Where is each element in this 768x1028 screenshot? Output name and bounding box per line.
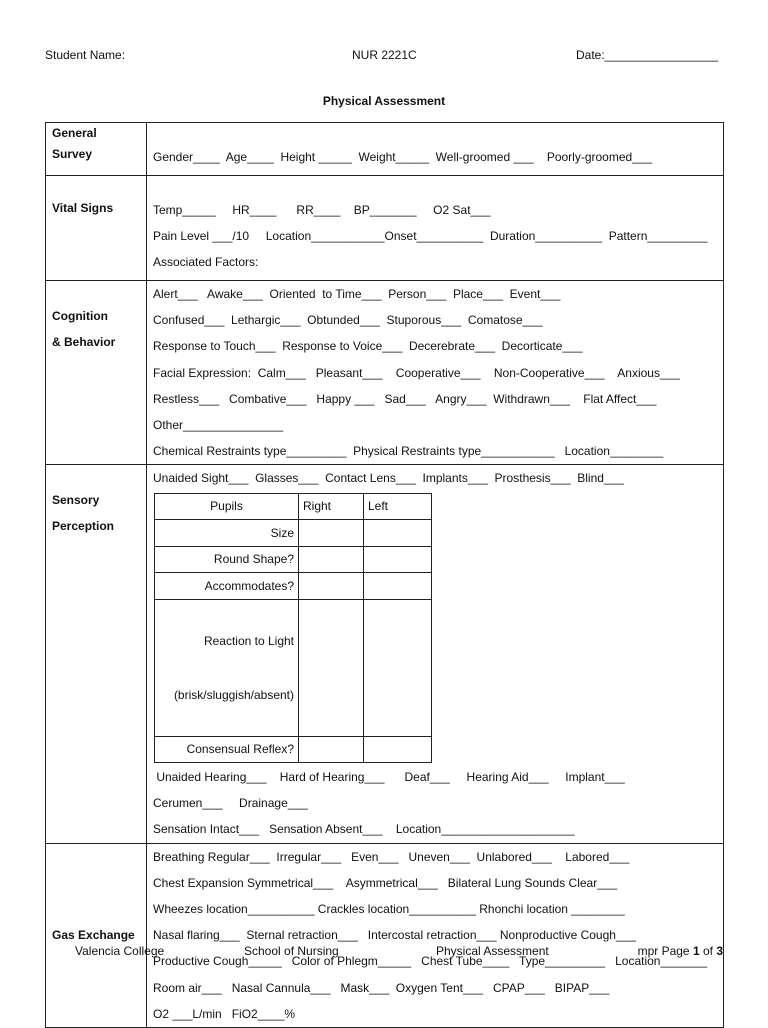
assessment-table	[45, 122, 724, 1028]
pupils-row	[155, 599, 432, 736]
label-line: Vital Signs	[52, 200, 114, 215]
label-line: Perception	[52, 519, 115, 534]
form-line[interactable]: Cerumen___ Drainage___	[153, 796, 308, 811]
section-content	[147, 843, 724, 1027]
page-header	[45, 48, 723, 64]
reaction-options: (brisk/sluggish/absent)	[173, 687, 294, 702]
label-line: General	[52, 126, 97, 140]
section-content	[147, 123, 724, 176]
right-header: Right	[299, 493, 364, 520]
pupils-row	[155, 736, 432, 763]
section-label	[46, 176, 147, 281]
form-line[interactable]: Chemical Restraints type_________ Physical Restraints type___________ Location________	[153, 444, 664, 459]
right-cell[interactable]	[299, 599, 364, 736]
page-total: 3	[716, 944, 723, 958]
footer-doc-title: Physical Assessment	[436, 944, 549, 958]
form-line[interactable]: Room air___ Nasal Cannula___ Mask___ Oxygen Tent___ CPAP___ BIPAP___	[153, 980, 610, 995]
form-line[interactable]: Chest Expansion Symmetrical___ Asymmetrical___ Bilateral Lung Sounds Clear___	[153, 875, 618, 890]
section-label	[46, 123, 147, 176]
date-label: Date:_________________	[576, 48, 719, 62]
pupils-row	[155, 520, 432, 547]
form-line[interactable]: Unaided Sight___ Glasses___ Contact Lens___ Implants___ Prosthesis___ Blind___	[153, 471, 624, 486]
reaction-label: Reaction to Light	[203, 633, 294, 648]
pupils-row-label	[155, 599, 299, 736]
section-content	[147, 281, 724, 465]
section-label	[46, 843, 147, 1027]
pupils-header-row	[155, 493, 432, 520]
section-label	[46, 281, 147, 465]
right-cell[interactable]	[299, 546, 364, 573]
right-cell[interactable]	[299, 736, 364, 763]
left-cell[interactable]	[364, 520, 432, 547]
section-gas-exchange	[46, 843, 724, 1027]
form-line[interactable]: Productive Cough_____ Color of Phlegm_____ Chest Tube____ Type_________ Location_______	[153, 954, 708, 969]
pupils-row-label: Consensual Reflex?	[155, 736, 299, 763]
left-cell[interactable]	[364, 573, 432, 600]
form-line[interactable]: Confused___ Lethargic___ Obtunded___ Stuporous___ Comatose___	[153, 313, 543, 328]
form-line[interactable]: Alert___ Awake___ Oriented to Time___ Person___ Place___ Event___	[153, 287, 561, 301]
pupils-header: Pupils	[155, 493, 299, 520]
pupils-table	[154, 493, 432, 764]
footer-school: School of Nursing	[244, 944, 339, 958]
form-line[interactable]: Other_______________	[153, 417, 284, 432]
form-line[interactable]: O2 ___L/min FiO2____%	[153, 1006, 296, 1021]
section-general-survey	[46, 123, 724, 176]
section-vital-signs	[46, 176, 724, 281]
form-line[interactable]: Wheezes location__________ Crackles location__________ Rhonchi location ________	[153, 901, 625, 916]
label-line: Cognition	[52, 309, 108, 323]
form-line[interactable]: Sensation Intact___ Sensation Absent___ Location____________________	[153, 822, 575, 837]
pupils-row-label: Size	[155, 520, 299, 547]
section-sensory-perception	[46, 465, 724, 843]
course-code: NUR 2221C	[352, 48, 417, 62]
page-prefix: mpr Page	[637, 944, 693, 958]
form-line[interactable]: Breathing Regular___ Irregular___ Even___ Uneven___ Unlabored___ Labored___	[153, 849, 630, 864]
pupils-row	[155, 573, 432, 600]
form-line[interactable]: Gender____ Age____ Height _____ Weight_____ Well-groomed ___ Poorly-groomed___	[153, 150, 653, 164]
footer-college: Valencia College	[75, 944, 165, 958]
form-line[interactable]: Restless___ Combative___ Happy ___ Sad___ Angry___ Withdrawn___ Flat Affect___	[153, 391, 657, 406]
label-line: & Behavior	[52, 335, 116, 349]
form-line[interactable]: Temp_____ HR____ RR____ BP_______ O2 Sat___	[153, 203, 491, 217]
page-title: Physical Assessment	[322, 94, 446, 108]
section-label	[46, 465, 147, 843]
label-line: Gas Exchange	[52, 927, 135, 942]
form-line[interactable]: Pain Level ___/10 Location___________Onset__________ Duration__________ Pattern_________	[153, 229, 708, 244]
pupils-row-label: Round Shape?	[155, 546, 299, 573]
page-footer	[45, 944, 723, 960]
section-content	[147, 465, 724, 843]
form-line[interactable]: Associated Factors:	[153, 255, 259, 270]
form-line[interactable]: Nasal flaring___ Sternal retraction___ Intercostal retraction___ Nonproductive Cough___	[153, 928, 636, 943]
section-cognition-behavior	[46, 281, 724, 465]
label-line: Sensory	[52, 493, 100, 508]
form-line[interactable]: Response to Touch___ Response to Voice___ Decerebrate___ Decorticate___	[153, 339, 583, 354]
left-cell[interactable]	[364, 736, 432, 763]
left-cell[interactable]	[364, 599, 432, 736]
left-header: Left	[364, 493, 432, 520]
pupils-row-label: Accommodates?	[155, 573, 299, 600]
right-cell[interactable]	[299, 573, 364, 600]
right-cell[interactable]	[299, 520, 364, 547]
page-current: 1	[692, 944, 700, 958]
left-cell[interactable]	[364, 546, 432, 573]
page-of: of	[699, 944, 717, 958]
form-line[interactable]: Facial Expression: Calm___ Pleasant___ Cooperative___ Non-Cooperative___ Anxious___	[153, 365, 680, 380]
footer-page-number	[638, 944, 723, 958]
section-content	[147, 176, 724, 281]
label-line: Survey	[52, 147, 93, 161]
pupils-row	[155, 546, 432, 573]
form-line[interactable]: Unaided Hearing___ Hard of Hearing___ Deaf___ Hearing Aid___ Implant___	[153, 770, 625, 784]
student-name-label: Student Name:	[45, 48, 126, 62]
